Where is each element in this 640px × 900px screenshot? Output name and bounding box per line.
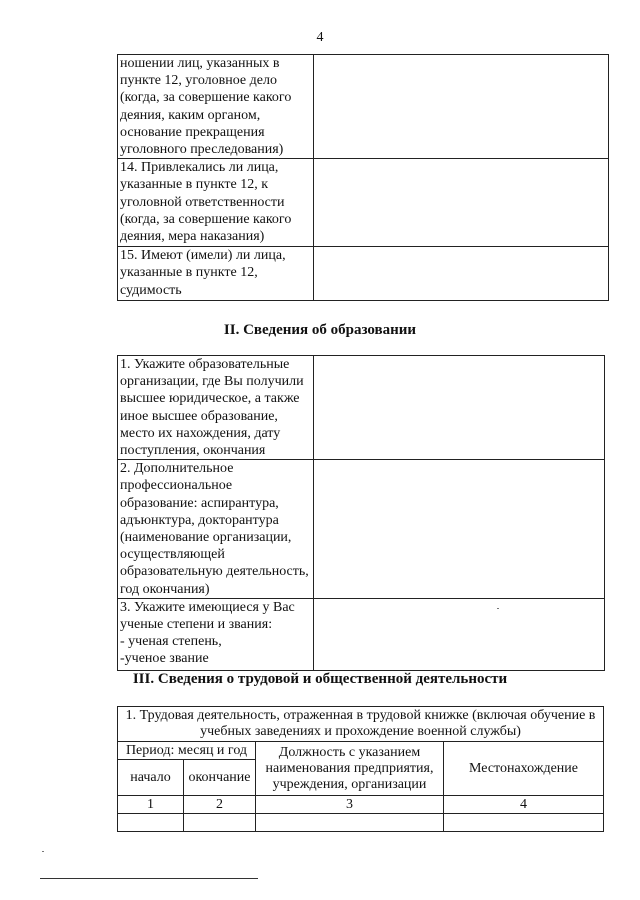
answer-cell[interactable] <box>314 55 609 159</box>
column-number: 1 <box>118 796 184 814</box>
table-row <box>118 460 605 599</box>
question-cell: ношении лиц, указанных в пункте 12, уголовное дело (когда, за совершение какого деяния, каким органом, основание прекращения уголовного преследования) <box>118 55 314 159</box>
table-row <box>118 356 605 460</box>
answer-cell[interactable] <box>314 598 605 670</box>
answer-cell[interactable] <box>314 247 609 301</box>
table-row <box>118 707 604 742</box>
start-header: начало <box>118 760 184 796</box>
scan-speck <box>497 608 499 609</box>
table-row <box>118 814 604 832</box>
work-end-cell[interactable] <box>184 814 256 832</box>
question-cell: 14. Привлекались ли лица, указанные в пункте 12, к уголовной ответственности (когда, за совершение какого деяния, мера наказания) <box>118 159 314 247</box>
answer-cell[interactable] <box>314 460 605 599</box>
question-cell: 15. Имеют (имели) ли лица, указанные в пункте 12, судимость <box>118 247 314 301</box>
criminal-record-table <box>117 54 609 301</box>
question-cell: 3. Укажите имеющиеся у Вас ученые степени и звания: - ученая степень, -ученое звание <box>118 598 314 670</box>
question-cell: 2. Дополнительное профессиональное образование: аспирантура, адъюнктура, докторантура (наименование организации, осуществляющей образовательную деятельность, год окончания) <box>118 460 314 599</box>
answer-cell[interactable] <box>314 356 605 460</box>
scan-speck <box>42 851 44 852</box>
table-row <box>118 796 604 814</box>
column-number: 2 <box>184 796 256 814</box>
table-row <box>118 598 605 670</box>
footnote-separator <box>40 878 258 879</box>
table-row <box>118 159 609 247</box>
answer-cell[interactable] <box>314 159 609 247</box>
table-row <box>118 247 609 301</box>
column-number: 3 <box>256 796 444 814</box>
section-title-work: III. Сведения о трудовой и общественной деятельности <box>132 671 508 687</box>
table-caption: 1. Трудовая деятельность, отраженная в трудовой книжке (включая обучение в учебных заведениях и прохождение военной службы) <box>118 707 604 742</box>
end-header: окончание <box>184 760 256 796</box>
education-table <box>117 355 605 671</box>
period-header: Период: месяц и год <box>118 742 256 760</box>
work-location-cell[interactable] <box>444 814 604 832</box>
page-number: 4 <box>316 30 324 45</box>
location-header: Местонахождение <box>444 742 604 796</box>
column-number: 4 <box>444 796 604 814</box>
position-header: Должность с указанием наименования предприятия, учреждения, организации <box>256 742 444 796</box>
work-position-cell[interactable] <box>256 814 444 832</box>
table-row <box>118 742 604 760</box>
work-history-table <box>117 706 604 832</box>
work-start-cell[interactable] <box>118 814 184 832</box>
table-row <box>118 55 609 159</box>
question-cell: 1. Укажите образовательные организации, где Вы получили высшее юридическое, а также иное высшее образование, место их нахождения, дату поступления, окончания <box>118 356 314 460</box>
section-title-education: II. Сведения об образовании <box>223 322 417 338</box>
